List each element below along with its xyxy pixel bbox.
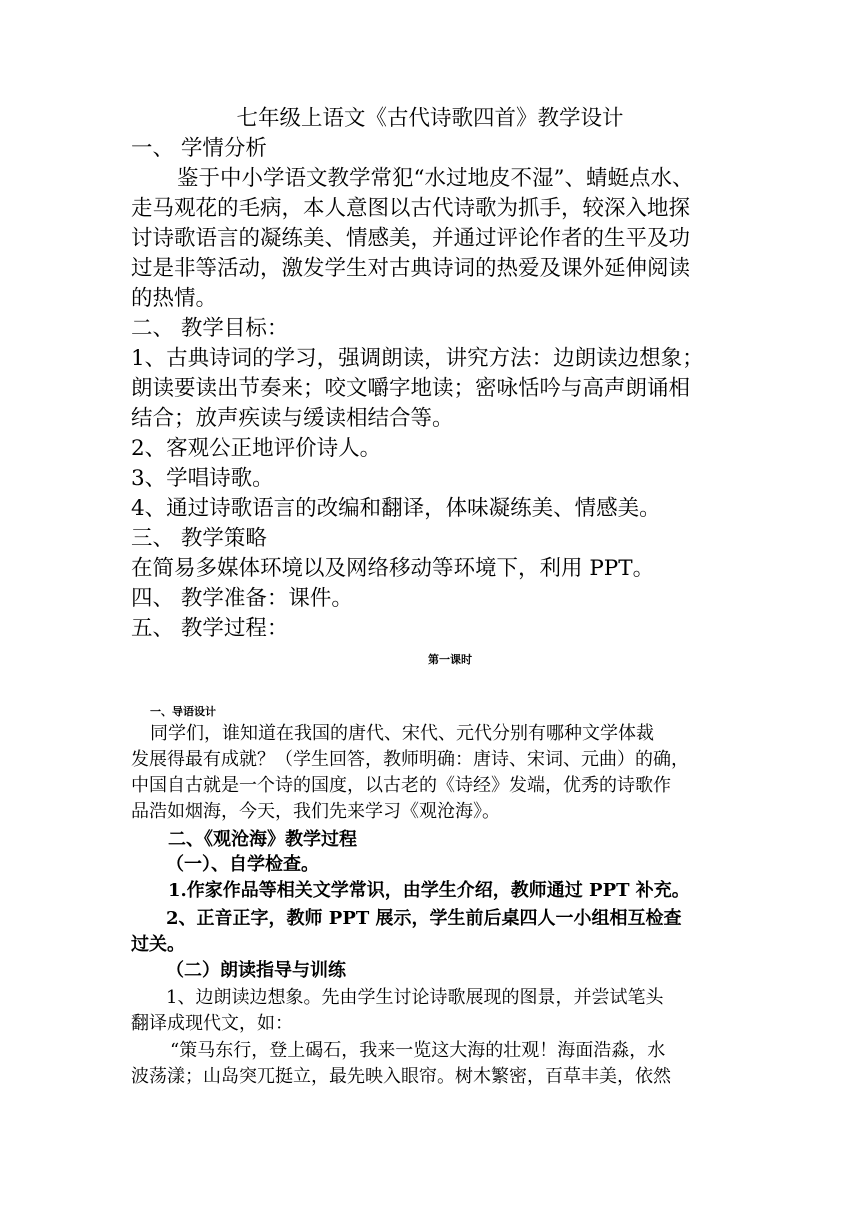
section-heading-preparation: 四、 教学准备：课件。 [131,586,353,611]
self-check-item: 过关。 [131,934,185,955]
reading-line: 1、边朗读边想象。先由学生讨论诗歌展现的图景，并尝试笔头 [166,987,664,1008]
reading-line: 波荡漾；山岛突兀挺立，最先映入眼帘。树木繁密，百草丰美，依然 [131,1066,671,1087]
goal-line: 2、客观公正地评价诗人。 [131,436,382,461]
section-heading-process: 五、 教学过程： [131,616,289,641]
intro-line: 发展得最有成就？（学生回答，教师明确：唐诗、宋词、元曲）的确， [131,749,689,770]
reading-heading: （二）朗读指导与训练 [166,960,346,981]
goal-line: 3、学唱诗歌。 [131,466,274,491]
goal-line: 4、通过诗歌语言的改编和翻译，体味凝练美、情感美。 [131,496,661,521]
self-check-item: 1.作家作品等相关文学常识，由学生介绍，教师通过 PPT 补充。 [168,880,690,901]
lesson-label: 第一课时 [428,653,472,666]
paragraph-line: 走马观花的毛病，本人意图以古代诗歌为抓手，较深入地探 [131,196,691,221]
self-check-item: 2、正音正字，教师 PPT 展示，学生前后桌四人一小组相互检查 [166,908,682,929]
strategy-text: 在简易多媒体环境以及网络移动等环境下，利用 PPT。 [131,556,655,581]
intro-heading: 一、导语设计 [150,705,216,718]
section-heading-strategy: 三、 教学策略 [131,526,267,551]
reading-line: 翻译成现代文，如： [131,1013,293,1034]
paragraph-line: 的热情。 [131,286,218,311]
goal-line: 朗读要读出节奏来；咬文嚼字地读；密咏恬吟与高声朗诵相 [131,376,691,401]
part2-heading: 二、《观沧海》教学过程 [168,829,357,850]
paragraph-line: 讨诗歌语言的凝练美、情感美，并通过评论作者的生平及功 [131,226,691,251]
goal-line: 1、古典诗词的学习，强调朗读，讲究方法：边朗读边想象； [131,346,704,371]
self-check-heading: （一）、自学检查。 [166,854,319,875]
goal-line: 结合；放声疾读与缓读相结合等。 [131,406,454,431]
intro-line: 中国自古就是一个诗的国度，以古老的《诗经》发端，优秀的诗歌作 [131,775,671,796]
reading-line: “策马东行，登上碣石，我来一览这大海的壮观！海面浩淼，水 [170,1040,666,1061]
section-heading-analysis: 一、 学情分析 [131,136,267,161]
paragraph-line: 过是非等活动，激发学生对古典诗词的热爱及课外延伸阅读 [131,256,691,281]
section-heading-goals: 二、 教学目标： [131,316,289,341]
document-title: 七年级上语文《古代诗歌四首》教学设计 [236,106,624,131]
paragraph-line: 鉴于中小学语文教学常犯“水过地皮不湿”、蜻蜓点水、 [177,166,694,191]
intro-line: 品浩如烟海，今天，我们先来学习《观沧海》。 [131,801,500,822]
intro-line: 同学们，谁知道在我国的唐代、宋代、元代分别有哪种文学体裁 [150,723,654,744]
